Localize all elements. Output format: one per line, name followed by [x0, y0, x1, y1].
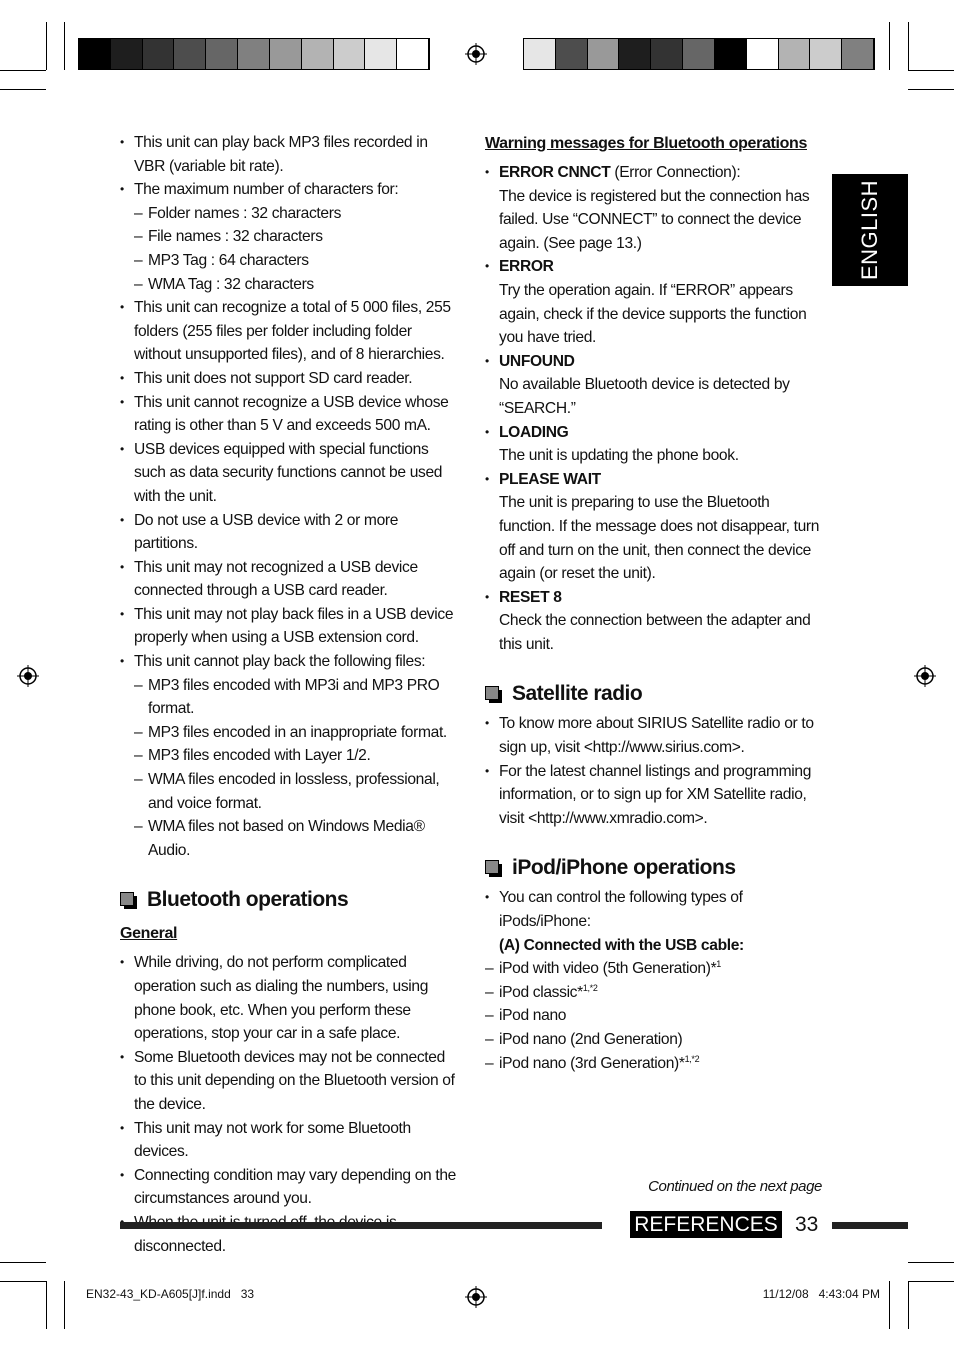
crop-mark	[0, 1281, 46, 1282]
list-item-text: USB devices equipped with special functions such as data security functions cannot be used with the unit.	[134, 440, 443, 505]
ipod-model-name: iPod nano	[499, 1007, 567, 1025]
footer-rule-left	[120, 1222, 602, 1229]
ipod-model	[485, 981, 825, 1005]
section-label	[630, 1211, 782, 1238]
sub-list-item: – MP3 files encoded with MP3i and MP3 PRO format.	[134, 674, 458, 721]
crop-mark	[908, 1281, 909, 1329]
list-item: • Some Bluetooth devices may not be connected to this unit depending on the Bluetooth version of the device.	[120, 1046, 458, 1117]
ipod-models-list	[485, 957, 825, 1075]
section-square-icon	[485, 860, 502, 877]
warning-item	[485, 350, 825, 421]
warning-description: Try the operation again. If “ERROR” appears again, check if the device supports the function you have tried.	[499, 281, 807, 347]
warning-term: RESET 8	[499, 588, 562, 606]
color-swatch	[619, 39, 651, 69]
file-info: EN32-43_KD-A605[J]f.indd 33	[86, 1287, 255, 1301]
color-swatch	[302, 39, 334, 69]
warning-term: ERROR CNNCT	[499, 164, 611, 181]
warning-item	[485, 468, 825, 586]
color-swatch	[715, 39, 747, 69]
section-square-icon	[120, 892, 137, 909]
color-bar-right	[523, 38, 875, 70]
date-time: 11/12/08 4:43:04 PM	[762, 1287, 880, 1301]
warning-term: LOADING	[499, 423, 569, 441]
color-swatch	[779, 39, 811, 69]
crop-mark	[0, 1262, 46, 1263]
list-item	[120, 438, 458, 509]
list-item-text: Do not use a USB device with 2 or more partitions.	[134, 511, 399, 553]
ipod-model-name: iPod nano (3rd Generation)*	[499, 1054, 685, 1072]
color-swatch	[365, 39, 397, 69]
list-item	[120, 509, 458, 556]
ipod-model-name: iPod classic*	[499, 983, 583, 1001]
ipod-model	[485, 1004, 825, 1028]
ipod-model	[485, 957, 825, 981]
satellite-list	[485, 712, 825, 830]
list-item-text: This unit does not support SD card reader.	[134, 369, 413, 387]
ipod-model	[485, 1052, 825, 1076]
crop-mark	[908, 1281, 954, 1282]
color-swatch	[206, 39, 238, 69]
warning-term: UNFOUND	[499, 352, 575, 370]
color-swatch	[143, 39, 175, 69]
ipod-sub-heading: (A) Connected with the USB cable:	[499, 936, 744, 954]
color-swatch	[556, 39, 588, 69]
bluetooth-heading: Bluetooth operations	[147, 888, 349, 912]
ipod-model-name: iPod with video (5th Generation)*	[499, 960, 717, 978]
crop-mark	[0, 70, 46, 71]
list-item	[120, 391, 458, 438]
list-item	[120, 296, 458, 367]
list-item-text: This unit cannot play back the following files:	[134, 653, 426, 671]
list-item-text: The maximum number of characters for:	[134, 181, 399, 199]
list-item: • To know more about SIRIUS Satellite radio or to sign up, visit <http://www.sirius.com>.	[485, 712, 825, 759]
sub-list-item: – MP3 Tag : 64 characters	[134, 249, 458, 273]
color-swatch	[79, 39, 111, 69]
list-item: • disconnected.	[120, 1211, 458, 1258]
color-bar-left	[78, 38, 430, 70]
sub-list-item: – WMA Tag : 32 characters	[134, 273, 458, 297]
color-swatch	[174, 39, 206, 69]
language-tab-label: ENGLISH	[857, 179, 882, 281]
warning-description: Check the connection between the adapter and this unit.	[499, 612, 811, 653]
registration-mark-icon	[914, 665, 936, 687]
color-swatch	[397, 39, 429, 69]
crop-mark	[0, 89, 46, 90]
color-swatch	[810, 39, 842, 69]
color-swatch	[111, 39, 143, 69]
color-swatch	[588, 39, 620, 69]
ipod-intro: You can control the following types of iPods/iPhone:	[499, 889, 743, 931]
bluetooth-general-list	[120, 951, 458, 1258]
crop-mark	[64, 22, 65, 70]
ipod-heading: iPod/iPhone operations	[512, 856, 736, 880]
crop-mark	[46, 1281, 47, 1329]
crop-mark	[889, 1281, 890, 1329]
warning-heading: Warning messages for Bluetooth operations	[485, 135, 807, 152]
satellite-heading: Satellite radio	[512, 682, 643, 706]
warning-term: ERROR	[499, 258, 554, 276]
sub-list-item: – MP3 files encoded in an inappropriate format.	[134, 721, 458, 745]
warning-description: No available Bluetooth device is detected by “SEARCH.”	[499, 376, 790, 417]
warning-description: The unit is preparing to use the Bluetooth function. If the message does not disappear, turn off and turn on the unit, then connect the device again (or reset the unit).	[499, 494, 820, 583]
list-item: • Connecting condition may vary depending on the circumstances around you.	[120, 1164, 458, 1211]
list-item-text: This unit may not recognized a USB device connected through a USB card reader.	[134, 558, 418, 600]
left-column	[120, 131, 458, 1258]
registration-mark-icon	[465, 43, 487, 65]
registration-mark-icon	[17, 665, 39, 687]
ipod-list	[485, 886, 825, 957]
color-swatch	[747, 39, 779, 69]
crop-mark	[889, 22, 890, 70]
section-label-text: REFERENCES	[634, 1213, 778, 1236]
list-item	[120, 131, 458, 178]
crop-mark	[908, 22, 909, 70]
list-item	[485, 886, 825, 957]
crop-mark	[46, 22, 47, 70]
usb-notes-list	[120, 131, 458, 862]
color-swatch	[683, 39, 715, 69]
sub-list-item: – WMA files not based on Windows Media® Audio.	[134, 815, 458, 862]
section-square-icon	[485, 686, 502, 703]
footnote-marker: 1,*2	[684, 1053, 700, 1064]
sub-list-item: – WMA files encoded in lossless, professional, and voice format.	[134, 768, 458, 815]
continued-note: Continued on the next page	[648, 1178, 822, 1195]
section-heading	[485, 854, 825, 882]
warning-item	[485, 161, 825, 255]
list-item-text: This unit cannot recognize a USB device whose rating is other than 5 V and exceeds 500 mA.	[134, 393, 449, 435]
list-item	[120, 367, 458, 391]
color-swatch	[524, 39, 556, 69]
crop-mark	[908, 1262, 954, 1263]
right-column	[485, 132, 825, 1075]
list-item	[120, 556, 458, 603]
color-swatch	[334, 39, 366, 69]
color-swatch	[842, 39, 874, 69]
crop-mark	[64, 1281, 65, 1329]
ipod-model-name: iPod nano (2nd Generation)	[499, 1031, 683, 1048]
footnote-marker: 1	[716, 959, 721, 970]
warning-item	[485, 421, 825, 468]
footnote-marker: 1,*2	[582, 982, 598, 993]
ipod-model	[485, 1028, 825, 1052]
sub-list-item: – Folder names : 32 characters	[134, 202, 458, 226]
crop-mark	[908, 70, 954, 71]
list-item	[120, 178, 458, 202]
list-item: • For the latest channel listings and programming information, or to sign up for XM Satellite radio, visit <http://www.xmradio.com>.	[485, 760, 825, 831]
page-number: 33	[795, 1213, 819, 1236]
sub-list-item: – MP3 files encoded with Layer 1/2.	[134, 744, 458, 768]
warning-description: The device is registered but the connection has failed. Use “CONNECT” to connect the device again. (See page 13.)	[499, 187, 810, 252]
general-heading: General	[120, 925, 178, 943]
section-heading	[120, 886, 458, 914]
crop-mark	[908, 89, 954, 90]
language-tab	[832, 174, 908, 286]
warning-item	[485, 586, 825, 657]
warning-term-note: (Error Connection):	[610, 164, 741, 181]
registration-mark-icon	[465, 1286, 487, 1308]
list-item-text: This unit can play back MP3 files recorded in VBR (variable bit rate).	[134, 134, 428, 175]
list-item: • This unit may not work for some Bluetooth devices.	[120, 1117, 458, 1164]
color-swatch	[651, 39, 683, 69]
warning-messages-list	[485, 161, 825, 656]
list-item	[120, 650, 458, 674]
color-swatch	[270, 39, 302, 69]
section-heading	[485, 680, 825, 708]
warning-item	[485, 255, 825, 349]
color-swatch	[238, 39, 270, 69]
list-item: • While driving, do not perform complicated operation such as dialing the numbers, using phone book, etc. When you perform these operations, stop your car in a safe place.	[120, 951, 458, 1045]
list-item	[120, 603, 458, 650]
list-item-text: This unit can recognize a total of 5 000 files, 255 folders (255 files per folder including folder without unsupported files), and of 8 hierarchies.	[134, 299, 451, 364]
list-item-text: This unit may not play back files in a USB device properly when using a USB extension cord.	[134, 605, 454, 647]
warning-description: The unit is updating the phone book.	[499, 447, 739, 465]
footer-rule-right	[832, 1222, 908, 1229]
sub-list-item: – File names : 32 characters	[134, 225, 458, 249]
warning-term: PLEASE WAIT	[499, 470, 601, 488]
